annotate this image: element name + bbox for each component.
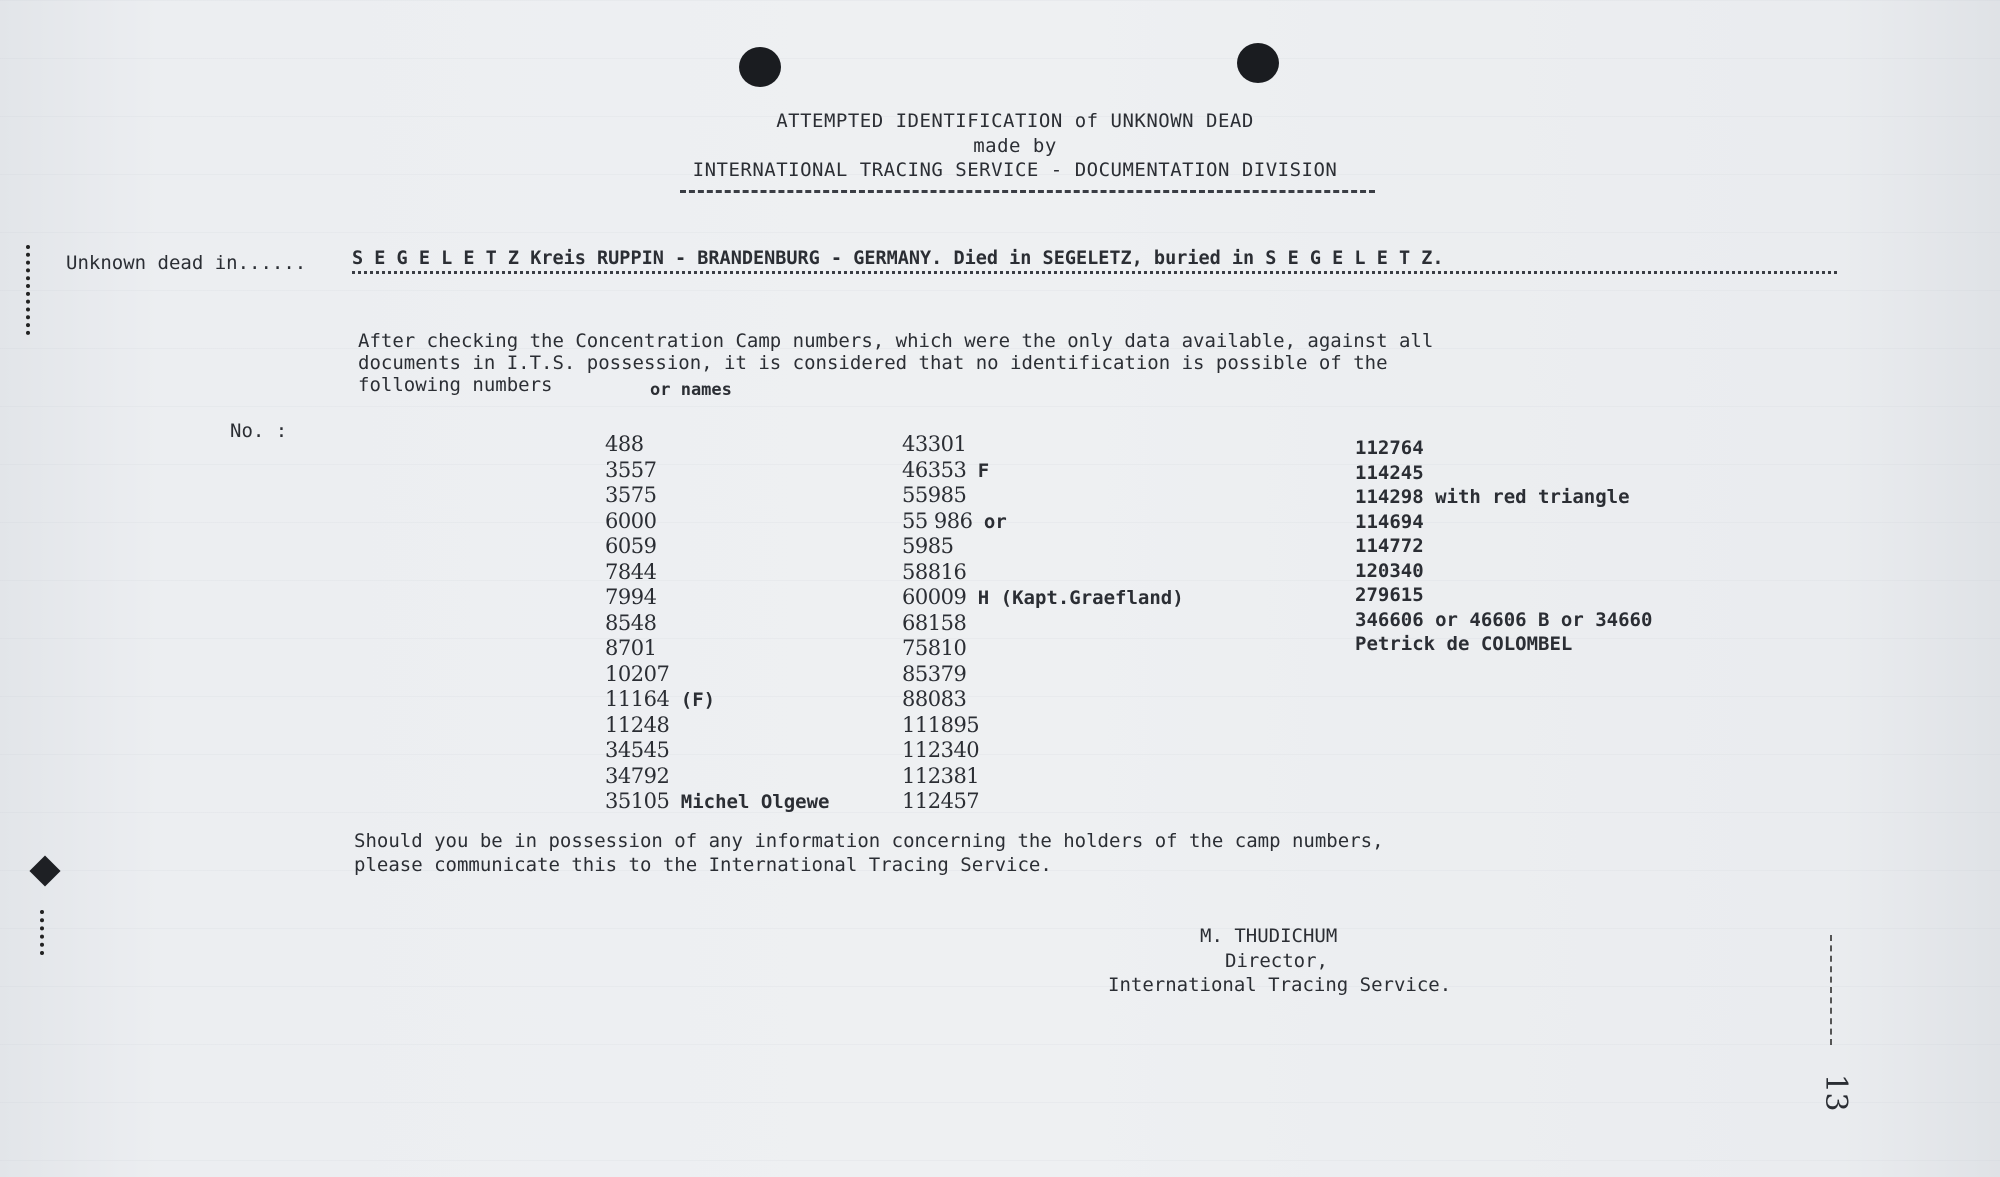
camp-number: 88083 [902, 687, 967, 711]
list-item [605, 458, 905, 484]
camp-number: 114245 [1355, 461, 1424, 484]
numbers-column-1 [605, 432, 905, 815]
camp-number: 58816 [902, 559, 967, 584]
header-title: ATTEMPTED IDENTIFICATION of UNKNOWN DEAD [776, 110, 1254, 132]
list-item [902, 636, 1322, 662]
list-item [1355, 510, 1815, 535]
number-note: H (Kapt.Graefland) [966, 587, 1184, 609]
list-item [902, 687, 1322, 713]
list-item [605, 483, 905, 509]
numbers-label: No. : [230, 420, 288, 442]
list-item [902, 764, 1322, 790]
camp-number: 35105 [605, 789, 670, 813]
camp-number: 112381 [902, 763, 980, 788]
number-note: (F) [669, 689, 716, 711]
camp-number: 7994 [605, 585, 657, 609]
camp-number: 114694 [1355, 510, 1424, 533]
camp-number: 85379 [902, 661, 967, 686]
camp-number: 346606 [1355, 608, 1424, 631]
list-item [1355, 534, 1815, 559]
list-item [605, 662, 905, 688]
list-item [605, 636, 905, 662]
unknown-dead-place: S E G E L E T Z Kreis RUPPIN - BRANDENBURG - GERMANY. Died in SEGELETZ, buried in S E G E L E T Z. [352, 248, 1837, 274]
list-item [1355, 608, 1815, 633]
list-item [1355, 461, 1815, 486]
list-item [605, 789, 905, 815]
list-item [902, 534, 1322, 560]
closing-line-1: Should you be in possession of any information concerning the holders of the camp numbers, [354, 830, 1384, 852]
camp-number: 60009 [902, 585, 967, 609]
list-item [902, 458, 1322, 484]
list-item [902, 509, 1322, 535]
camp-number: 10207 [605, 661, 670, 686]
binding-mark-bottom [29, 855, 60, 886]
punch-hole-left [739, 47, 781, 87]
camp-number: Petrick de COLOMBEL [1355, 633, 1573, 655]
closing-line-2: please communicate this to the International Tracing Service. [354, 854, 1052, 876]
list-item [605, 560, 905, 586]
camp-number: 112764 [1355, 437, 1424, 459]
camp-number: 6059 [605, 534, 657, 558]
number-note: with red triangle [1423, 486, 1630, 508]
list-item [1355, 632, 1815, 657]
camp-number: 68158 [902, 610, 967, 635]
camp-number: 55 986 [902, 508, 973, 533]
list-item [605, 611, 905, 637]
signature-title: Director, [1225, 950, 1328, 972]
camp-number: 114772 [1355, 535, 1424, 557]
list-item [902, 585, 1322, 611]
number-note: or 46606 B or 34660 [1423, 608, 1653, 631]
list-item [1355, 485, 1815, 510]
list-item [902, 789, 1322, 815]
numbers-column-3 [1355, 436, 1815, 657]
camp-number: 43301 [902, 432, 967, 456]
list-item [605, 585, 905, 611]
camp-number: 3557 [605, 457, 657, 482]
camp-number: 11164 [605, 687, 670, 711]
camp-number: 114298 [1355, 486, 1424, 508]
binding-mark-top [26, 245, 38, 335]
signature-org: International Tracing Service. [1108, 974, 1452, 996]
camp-number: 46353 [902, 457, 967, 482]
list-item [605, 713, 905, 739]
intro-line-1: After checking the Concentration Camp numbers, which were the only data available, against all [358, 330, 1434, 352]
camp-number: 6000 [605, 508, 657, 533]
list-item [605, 738, 905, 764]
camp-number: 34792 [605, 763, 670, 788]
list-item [902, 432, 1322, 458]
camp-number: 112457 [902, 789, 980, 813]
list-item [605, 687, 905, 713]
list-item [902, 611, 1322, 637]
list-item [902, 662, 1322, 688]
camp-number: 488 [605, 432, 644, 456]
list-item [605, 534, 905, 560]
camp-number: 8701 [605, 636, 657, 660]
list-item [605, 432, 905, 458]
camp-number: 8548 [605, 610, 657, 635]
unknown-dead-label: Unknown dead in...... [66, 252, 307, 274]
camp-number: 7844 [605, 559, 657, 584]
numbers-column-2 [902, 432, 1322, 815]
list-item [605, 509, 905, 535]
list-item [1355, 559, 1815, 584]
list-item [605, 764, 905, 790]
list-item [1355, 436, 1815, 461]
camp-number: 5985 [902, 534, 954, 558]
camp-number: 111895 [902, 712, 980, 737]
camp-number: 75810 [902, 636, 967, 660]
list-item [902, 483, 1322, 509]
camp-number: 120340 [1355, 559, 1424, 582]
intro-or-names: or names [650, 380, 732, 400]
margin-tick-marks [1830, 935, 1834, 1045]
number-note: F [966, 459, 990, 482]
list-item [902, 738, 1322, 764]
header-rule [680, 190, 1375, 193]
camp-number: 112340 [902, 738, 980, 762]
list-item [902, 560, 1322, 586]
camp-number: 3575 [605, 483, 657, 507]
signature-name: M. THUDICHUM [1200, 925, 1338, 947]
punch-hole-right [1237, 43, 1279, 83]
list-item [902, 713, 1322, 739]
binding-mark-dots [40, 910, 50, 955]
intro-line-3: following numbers [358, 374, 553, 396]
intro-line-2: documents in I.T.S. possession, it is considered that no identification is possible of the [358, 352, 1388, 374]
number-note: Michel Olgewe [669, 791, 830, 813]
page-mark: 13 [1818, 1073, 1854, 1112]
camp-number: 11248 [605, 712, 670, 737]
number-note: or [972, 510, 1007, 533]
camp-number: 279615 [1355, 584, 1424, 606]
header-division: INTERNATIONAL TRACING SERVICE - DOCUMENTATION DIVISION [692, 159, 1338, 181]
camp-number: 34545 [605, 738, 670, 762]
camp-number: 55985 [902, 483, 967, 507]
list-item [1355, 583, 1815, 608]
header-made-by: made by [973, 135, 1057, 157]
